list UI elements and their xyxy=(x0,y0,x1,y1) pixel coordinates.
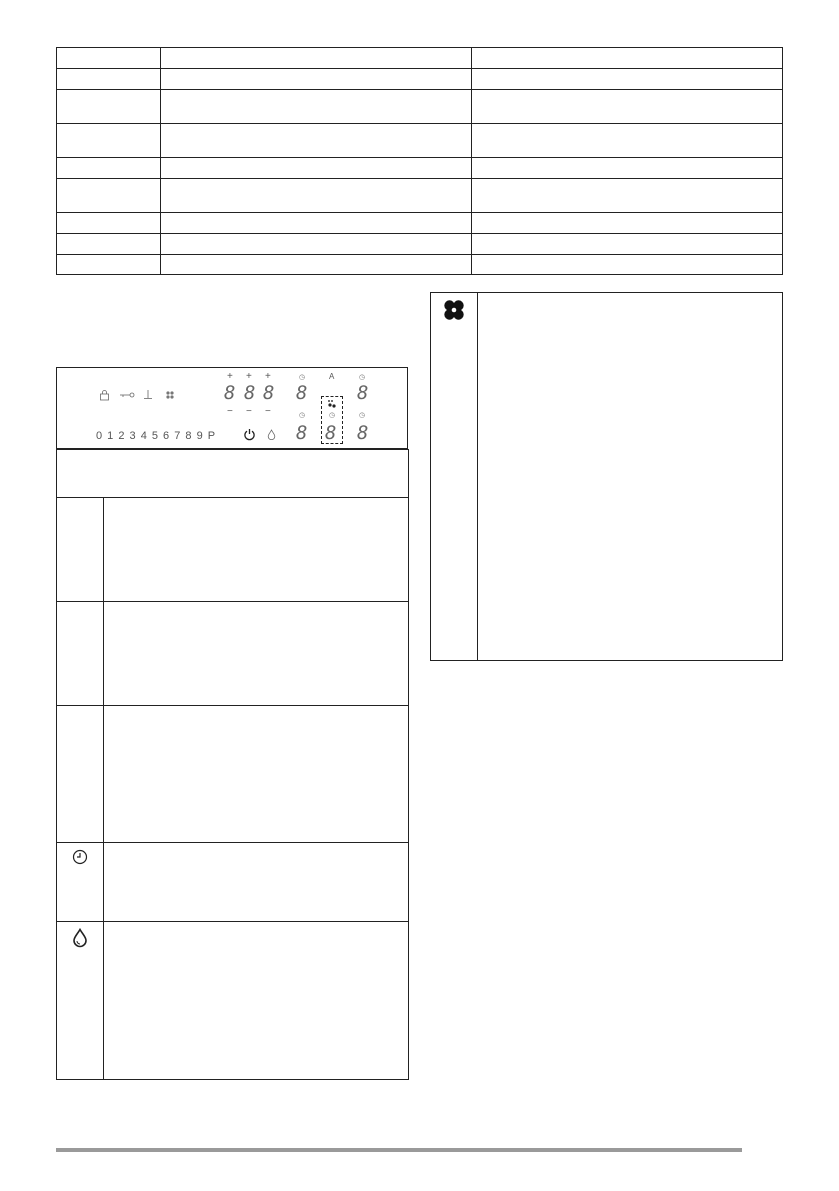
table-row xyxy=(57,234,783,255)
timer-icon: ◷ xyxy=(359,412,366,419)
symbol-description-table xyxy=(56,449,409,1080)
table-row xyxy=(431,293,783,661)
plus-sign: + xyxy=(246,371,252,382)
table-row xyxy=(57,158,783,179)
clover-icon xyxy=(443,308,465,325)
minus-sign: − xyxy=(227,406,233,417)
clock-icon xyxy=(72,852,88,869)
drop-icon xyxy=(72,935,88,952)
footer-rule xyxy=(56,1148,742,1152)
timer-icon: ◷ xyxy=(299,412,306,419)
timer-icon: ◷ xyxy=(329,412,336,419)
control-panel-illustration xyxy=(56,367,408,449)
table-row xyxy=(57,922,409,1080)
segment-digit: 8 xyxy=(357,422,369,444)
key-icon xyxy=(119,390,135,403)
segment-digit: 8 xyxy=(296,382,308,404)
table-row xyxy=(57,48,783,69)
table-row xyxy=(57,213,783,234)
timer-icon: ◷ xyxy=(299,374,306,381)
minus-sign: − xyxy=(246,406,252,417)
table-row xyxy=(57,255,783,275)
segment-digit: 8 xyxy=(224,382,236,404)
child-lock-icon xyxy=(99,390,110,404)
segment-digit: 8 xyxy=(325,422,337,444)
segment-digit: 8 xyxy=(296,422,308,444)
table-row xyxy=(57,706,409,843)
bridge-icon xyxy=(143,389,153,403)
hood-fan-icon xyxy=(165,390,175,403)
top-table xyxy=(56,47,783,275)
table-row xyxy=(57,179,783,213)
table-row xyxy=(57,450,409,498)
power-icon xyxy=(243,428,256,444)
table-row xyxy=(57,843,409,922)
plus-sign: + xyxy=(227,371,233,382)
table-row xyxy=(57,90,783,124)
table-row xyxy=(57,498,409,602)
table-row xyxy=(57,69,783,90)
table-row xyxy=(57,124,783,158)
timer-icon: ◷ xyxy=(359,374,366,381)
power-level-scale: 0 1 2 3 4 5 6 7 8 9 P xyxy=(96,430,216,442)
auto-label: A xyxy=(329,372,335,381)
segment-digit: 8 xyxy=(357,382,369,404)
fan-description-box xyxy=(430,292,783,661)
minus-sign: − xyxy=(265,406,271,417)
fan-dots-icon xyxy=(327,399,337,412)
plus-sign: + xyxy=(265,371,271,382)
drop-icon xyxy=(267,429,276,443)
segment-digit: 8 xyxy=(244,382,256,404)
table-row xyxy=(57,602,409,706)
segment-digit: 8 xyxy=(263,382,275,404)
